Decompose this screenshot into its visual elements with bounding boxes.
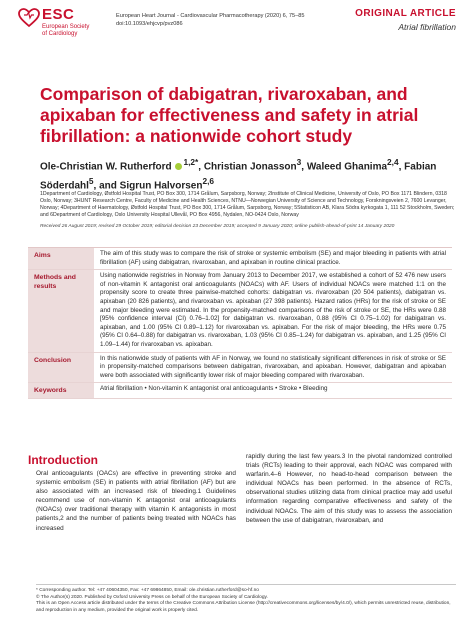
introduction-right-column: rapidly during the last few years.3 In the pivotal randomized controlled trials (RCTs) leading to their approval, each NOAC was compared with warfarin.4–6 However, no head-to-head comparison between the individual NOACs has been performed. In the absence of RCTs, observational studies utilizing data from clinical practice may add useful information regarding comparative effectiveness and safety of the individual NOACs. The aim of this study was to assess the association between the use of dabigatran, rivaroxaban, and [246, 453, 452, 524]
heart-icon [18, 8, 40, 28]
introduction-heading: Introduction [28, 453, 98, 467]
article-subject: Atrial fibrillation [398, 22, 456, 32]
abstract-label: Methods and results [28, 270, 94, 351]
copyright-note: © The Author(s) 2020. Published by Oxford University Press on behalf of the European Society of Cardiology. [36, 594, 268, 600]
author-name[interactable]: , Christian Jonasson [198, 161, 297, 173]
author-name[interactable]: Ole-Christian W. Rutherford [40, 161, 172, 173]
abstract-text: The aim of this study was to compare the risk of stroke or systemic embolism (SE) and major bleeding in patients with atrial fibrillation (AF) using dabigatran, rivaroxaban, and apixaban in routine clinical practice. [100, 250, 446, 266]
abstract-row-keywords [28, 383, 452, 399]
abstract-row-aims [28, 248, 452, 270]
article-title: Comparison of dabigatran, rivaroxaban, and apixaban for effectiveness and safety in atrial fibrillation: a nationwide cohort study [40, 84, 419, 146]
society-name: European Society of Cardiology [42, 24, 90, 37]
journal-header [18, 6, 456, 64]
logo-text: ESC [42, 6, 75, 23]
abstract-text: Using nationwide registries in Norway from January 2013 to December 2017, we established a cohort of 52 476 new users of non-vitamin K antagonist oral anticoagulants (NOACs) with AF. Users of individual NOACs were matched 1:1 on the propensity score to create three pairwise-matched cohorts: dabigatran vs. rivaroxaban (20 504 patients), dabigatran vs. apixaban (20 826 patients), and rivaroxaban vs. apixaban (27 398 patients). Hazard ratios (HRs) for the risk of stroke or SE and major bleeding were estimated. In the propensity-matched comparisons of the risk of stroke or SE, the HRs were 0.88 [95% confidence interval (CI) 0.76–1.02] for dabigatran vs. rivaroxaban, 0.88 (95% CI 0.75–1.02) for dabigatran vs. apixaban, and 1.00 (95% CI 0.89–1.12) for rivaroxaban vs. apixaban. For the risk of major bleeding, the HRs were 0.75 (95% CI 0.64–0.88) for dabigatran vs. rivaroxaban, 1.03 (95% CI 0.85–1.24) for dabigatran vs. apixaban, and 1.25 (95% CI 1.09–1.44) for rivaroxaban vs. apixaban. [100, 272, 446, 348]
abstract-row-methods [28, 270, 452, 352]
journal-citation [116, 12, 326, 28]
abstract-row-conclusion [28, 353, 452, 384]
affiliations: 1Department of Cardiology, Østfold Hospital Trust, PO Box 300, 1714 Grålum, Sarpsborg, Norway; 2Institute of Clinical Medicine, University of Oslo, PO Box 1171 Blindern, 0318 Oslo, Norway; 3HUNT Research Centre, Faculty of Medicine and Health Sciences, NTNU—Norwegian University of Science and Technology, Forskningsveien 2, 7600 Levanger, Norway; 4Department of Haematology, Østfold Hospital Trust, PO Box 300, 1714 Grålum, Sarpsborg, Norway; 5Statisticon AB, Klara Södra kyrkogata 1, 111 52 Stockholm, Sweden; and 6Department of Cardiology, Oslo University Hospital Ullevål, PO Box 4956, Nydalen, NO-0424 Oslo, Norway [40, 191, 455, 218]
received-dates: Received 26 August 2019; revised 29 October 2019; editorial decision 23 December 2019; accepted 9 January 2020; online publish-ahead-of-print 14 January 2020 [40, 224, 395, 229]
corresponding-author-note: * Corresponding author. Tel: +47 40604350, Fax: +47 69864850, Email: ole.christian.rutherford@so-hf.no [36, 588, 259, 593]
author-name[interactable]: , Waleed Ghanima [301, 161, 388, 173]
abstract-label: Aims [28, 248, 94, 269]
article-type: ORIGINAL ARTICLE [355, 8, 456, 19]
author-name[interactable]: , and Sigrun Halvorsen [93, 180, 203, 192]
structured-abstract [28, 247, 452, 399]
doi-line[interactable]: doi:10.1093/ehjcvp/pvz086 [116, 21, 183, 27]
esc-logo [18, 6, 114, 58]
abstract-text: In this nationwide study of patients with AF in Norway, we found no statistically significant differences in risk of stroke or SE in propensity-matched comparisons between dabigatran, rivaroxaban, and apixaban. However, dabigatran and apixaban were both associated with significantly lower risk of major bleeding compared with rivaroxaban. [100, 354, 446, 379]
abstract-label: Conclusion [28, 353, 94, 383]
author-list: Ole-Christian W. Rutherford $^{1,2*}$, Christian Jonasson$^3$, Waleed Ghanima$^{2,4}$, Fabian Söderdahl$^5$, and Sigrun Halvorsen$^{2,6}$ [40, 157, 437, 192]
footnotes [36, 584, 456, 615]
introduction-left-column: Oral anticoagulants (OACs) are effective in preventing stroke and systemic embolism (SE) in patients with atrial fibrillation (AF) but are also associated with an increased risk of bleeding.1 Guidelines recommend use of non-vitamin K antagonist oral anticoagulants (NOACs) over traditional therapy with vitamin K antagonists in most patients,2 and the number of patients being treated with NOACs has increased [36, 470, 236, 532]
author-name[interactable]: , Fabian Söderdahl [40, 161, 437, 192]
journal-line: European Heart Journal - Cardiovascular Pharmacotherapy (2020) 6, 75–85 [116, 13, 305, 19]
orcid-icon[interactable] [175, 163, 182, 170]
keywords-text: Atrial fibrillation • Non-vitamin K antagonist oral anticoagulants • Stroke • Bleeding [100, 385, 328, 393]
license-note: This is an Open Access article distributed under the terms of the Creative Commons Attribution License (http://creativecommons.org/licenses/by/4.0/), which permits unrestricted reuse, distribution, and reproduction in any medium, provided the original work is properly cited. [36, 601, 451, 614]
abstract-label: Keywords [28, 383, 94, 398]
